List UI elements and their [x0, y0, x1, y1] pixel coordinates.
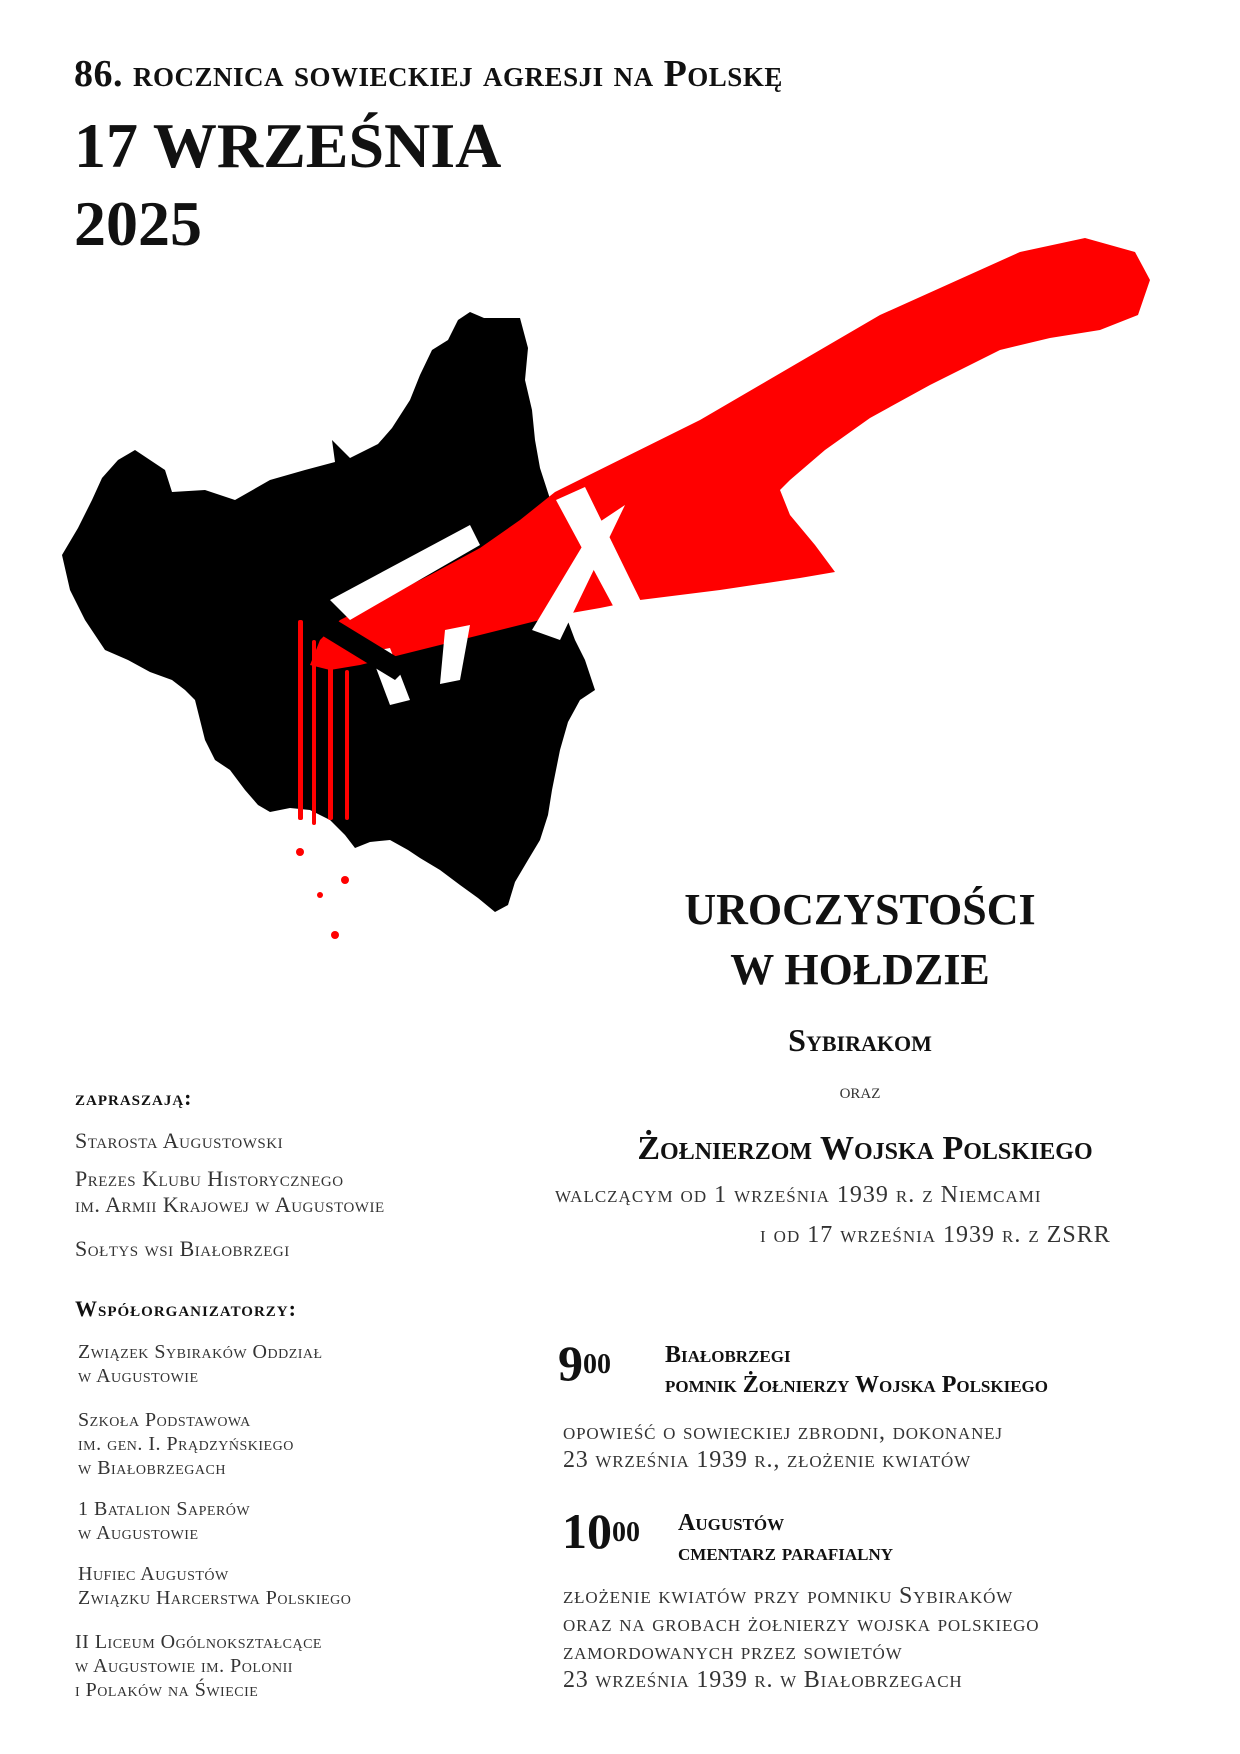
schedule-time-1	[558, 1335, 611, 1391]
schedule-desc-2	[563, 1582, 1039, 1694]
coorganizer-item	[75, 1630, 322, 1702]
coorganizer-line: w Augustowie	[78, 1522, 199, 1544]
event-date: 17 WRZEŚNIA	[74, 110, 502, 181]
coorganizer-line: Związek Sybiraków Oddział	[78, 1341, 323, 1363]
coorganizers-heading: Współorganizatorzy:	[75, 1296, 297, 1321]
schedule-minutes: 00	[583, 1349, 611, 1380]
place-line-1: Białobrzegi	[665, 1342, 791, 1368]
desc-line: 23 września 1939 r. w Białobrzegach	[563, 1667, 963, 1693]
fighting-line-1: walczącym od 1 września 1939 r. z Niemcami	[555, 1182, 1042, 1208]
fighting-line-2: i od 17 września 1939 r. z ZSRR	[760, 1222, 1111, 1248]
coorganizer-line: w Augustowie im. Polonii	[75, 1655, 293, 1677]
ceremony-headline	[600, 880, 1120, 1000]
coorganizer-item	[78, 1408, 294, 1480]
coorganizer-item	[78, 1340, 323, 1388]
coorganizer-line: im. gen. I. Prądzyńskiego	[78, 1433, 294, 1455]
coorganizer-line: Szkoła Podstawowa	[78, 1409, 251, 1431]
conjunction-text: oraz	[839, 1078, 881, 1103]
honoree-sybirakom: Sybirakom	[788, 1022, 932, 1058]
schedule-place-1	[665, 1340, 1048, 1400]
desc-line: oraz na grobach żołnierzy wojska polskiego	[563, 1611, 1040, 1637]
poster-artwork	[50, 225, 1180, 965]
place-line-2: pomnik Żołnierzy Wojska Polskiego	[665, 1372, 1049, 1398]
schedule-hour: 10	[562, 1503, 612, 1559]
desc-line: opowieść o sowieckiej zbrodni, dokonanej	[563, 1419, 1003, 1445]
inviter-line: Sołtys wsi Białobrzegi	[75, 1236, 290, 1261]
headline-line-1: UROCZYSTOŚCI	[684, 885, 1036, 934]
coorganizer-line: w Augustowie	[78, 1365, 199, 1387]
inviter-item	[75, 1166, 385, 1218]
inviters-heading: zapraszają:	[75, 1085, 193, 1110]
coorganizer-line: Hufiec Augustów	[78, 1563, 229, 1585]
schedule-place-2	[678, 1508, 893, 1568]
coorganizer-line: II Liceum Ogólnokształcące	[75, 1631, 322, 1653]
schedule-time-2	[562, 1503, 640, 1559]
inviter-line: Prezes Klubu Historycznego	[75, 1166, 344, 1191]
coorganizer-line: Związku Harcerstwa Polskiego	[78, 1587, 352, 1609]
inviter-line: im. Armii Krajowej w Augustowie	[75, 1192, 385, 1217]
coorganizer-item	[78, 1497, 250, 1545]
desc-line: złożenie kwiatów przy pomniku Sybiraków	[563, 1583, 1014, 1609]
schedule-minutes: 00	[612, 1517, 640, 1548]
schedule-hour: 9	[558, 1335, 583, 1391]
honoree-soldiers: Żołnierzom Wojska Polskiego	[637, 1130, 1093, 1167]
headline-line-2: W HOŁDZIE	[730, 945, 990, 994]
place-line-2: cmentarz parafialny	[678, 1540, 894, 1566]
coorganizer-line: i Polaków na Świecie	[75, 1679, 259, 1701]
inviter-item	[75, 1128, 283, 1154]
event-year: 2025	[74, 188, 202, 259]
place-line-1: Augustów	[678, 1510, 785, 1536]
anniversary-title: 86. rocznica sowieckiej agresji na Polskę	[74, 53, 783, 95]
desc-line: 23 września 1939 r., złożenie kwiatów	[563, 1447, 971, 1473]
coorganizer-line: w Białobrzegach	[78, 1457, 226, 1479]
coorganizer-item	[78, 1562, 351, 1610]
inviter-item	[75, 1236, 290, 1262]
coorganizer-line: 1 Batalion Saperów	[78, 1498, 251, 1520]
inviter-line: Starosta Augustowski	[75, 1128, 284, 1153]
schedule-desc-1	[563, 1418, 1003, 1474]
desc-line: zamordowanych przez sowietów	[563, 1639, 903, 1665]
